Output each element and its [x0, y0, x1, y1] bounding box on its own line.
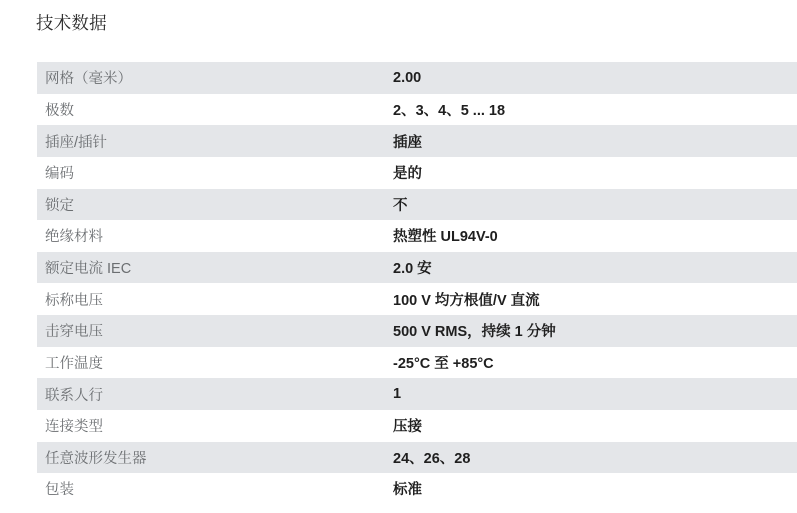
spec-label: 包装	[45, 482, 74, 499]
spec-value: 500 V RMS，持续 1 分钟	[393, 324, 556, 341]
spec-label: 编码	[45, 166, 74, 183]
spec-value: 热塑性 UL94V-0	[393, 229, 498, 246]
spec-label: 锁定	[45, 197, 74, 214]
spec-label: 插座/插针	[45, 134, 108, 151]
spec-value: 压接	[393, 419, 422, 436]
spec-label: 绝缘材料	[45, 229, 103, 246]
table-row	[37, 410, 797, 442]
table-row	[37, 473, 797, 505]
spec-value: 1	[393, 386, 402, 403]
spec-value: 2.00	[393, 69, 422, 86]
table-row	[37, 189, 797, 221]
spec-value: 不	[393, 197, 408, 214]
spec-label: 极数	[45, 102, 74, 119]
spec-label: 任意波形发生器	[45, 450, 147, 467]
spec-value: 2、3、4、5 ... 18	[393, 102, 506, 119]
spec-label: 击穿电压	[45, 324, 103, 341]
spec-value: 100 V 均方根值/V 直流	[393, 292, 540, 309]
spec-label: 联系人行	[45, 387, 103, 404]
spec-label: 连接类型	[45, 419, 103, 436]
table-row	[37, 283, 797, 315]
spec-value: 是的	[393, 166, 422, 183]
table-row	[37, 378, 797, 410]
spec-value: 插座	[393, 134, 422, 151]
table-row	[37, 157, 797, 189]
table-row	[37, 252, 797, 284]
spec-label: 额定电流 IEC	[45, 261, 132, 278]
spec-table	[37, 62, 797, 505]
table-row	[37, 125, 797, 157]
table-row	[37, 220, 797, 252]
page-title: 技术数据	[36, 13, 107, 33]
spec-label: 标称电压	[45, 292, 103, 309]
table-row	[37, 442, 797, 474]
spec-value: -25°C 至 +85°C	[393, 355, 494, 372]
spec-value: 24、26、28	[393, 450, 471, 467]
table-row	[37, 315, 797, 347]
spec-value: 标准	[393, 482, 422, 499]
spec-value: 2.0 安	[393, 261, 432, 278]
table-row	[37, 347, 797, 379]
spec-label: 网格（毫米）	[45, 71, 132, 88]
table-row	[37, 62, 797, 94]
table-row	[37, 94, 797, 126]
spec-label: 工作温度	[45, 355, 103, 372]
